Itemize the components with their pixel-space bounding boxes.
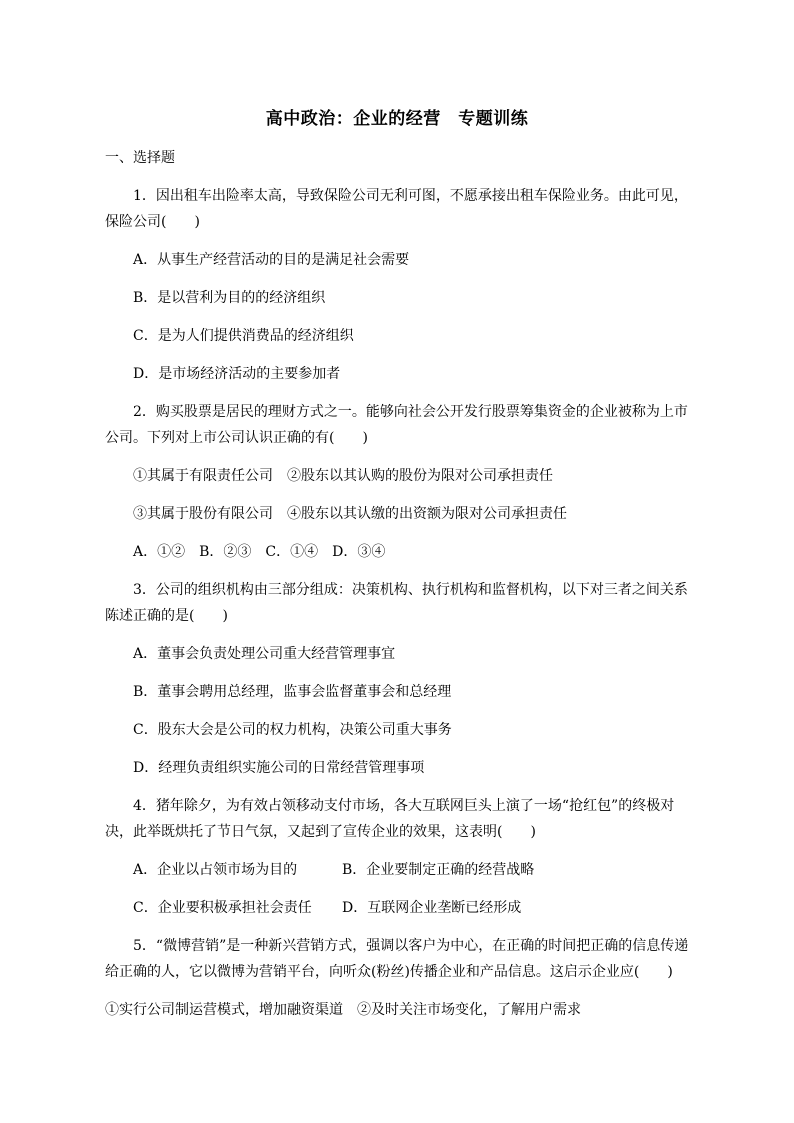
question-4-stem-line-2: 决，此举既烘托了节日气氛，又起到了宣传企业的效果，这表明( ): [105, 824, 536, 840]
page-title: 高中政治：企业的经营 专题训练: [265, 109, 529, 129]
question-2-stem-line-1: 2．购买股票是居民的理财方式之一。能够向社会公开发行股票筹集资金的企业被称为上市: [133, 404, 688, 420]
question-5-stem-line-1: 5．“微博营销”是一种新兴营销方式，强调以客户为中心，在正确的时间把正确的信息传递: [133, 938, 689, 954]
question-1-option-d: D．是市场经济活动的主要参加者: [133, 366, 341, 382]
section-heading: 一、选择题: [105, 150, 175, 166]
question-2-stem-line-2: 公司。下列对上市公司认识正确的有( ): [105, 430, 368, 446]
question-4-option-d: D．互联网企业垄断已经形成: [342, 900, 522, 916]
question-3-option-c: C．股东大会是公司的权力机构，决策公司重大事务: [133, 722, 452, 738]
question-3-option-d: D．经理负责组织实施公司的日常经营管理事项: [133, 760, 425, 776]
question-3-stem-line-2: 陈述正确的是( ): [105, 608, 228, 624]
question-1-stem-line-2: 保险公司( ): [105, 214, 200, 230]
question-2-statement-2: ③其属于股份有限公司 ④股东以其认缴的出资额为限对公司承担责任: [133, 506, 567, 522]
question-1-stem-line-1: 1．因出租车出险率太高，导致保险公司无利可图，不愿承接出租车保险业务。由此可见，: [133, 188, 688, 204]
question-3-option-b: B．董事会聘用总经理，监事会监督董事会和总经理: [133, 684, 452, 700]
question-4-option-c: C．企业要积极承担社会责任: [133, 900, 312, 916]
question-5-statement-1: ①实行公司制运营模式，增加融资渠道 ②及时关注市场变化，了解用户需求: [105, 1002, 581, 1018]
question-4-option-b: B．企业要制定正确的经营战略: [342, 862, 535, 878]
question-1-option-c: C．是为人们提供消费品的经济组织: [133, 328, 354, 344]
question-5-stem-line-2: 给正确的人，它以微博为营销平台，向听众(粉丝)传播企业和产品信息。这启示企业应( ): [105, 964, 673, 980]
question-1-option-b: B．是以营利为目的的经济组织: [133, 290, 326, 306]
question-3-option-a: A．董事会负责处理公司重大经营管理事宜: [133, 646, 396, 662]
question-4-option-a: A．企业以占领市场为目的: [133, 862, 298, 878]
question-3-stem-line-1: 3．公司的组织机构由三部分组成：决策机构、执行机构和监督机构，以下对三者之间关系: [133, 582, 688, 598]
question-2-options: A．①② B．②③ C．①④ D．③④: [133, 544, 386, 560]
question-4-stem-line-1: 4．猪年除夕，为有效占领移动支付市场，各大互联网巨头上演了一场“抢红包”的终极对: [133, 798, 675, 814]
question-2-statement-1: ①其属于有限责任公司 ②股东以其认购的股份为限对公司承担责任: [133, 468, 553, 484]
question-1-option-a: A．从事生产经营活动的目的是满足社会需要: [133, 252, 410, 268]
